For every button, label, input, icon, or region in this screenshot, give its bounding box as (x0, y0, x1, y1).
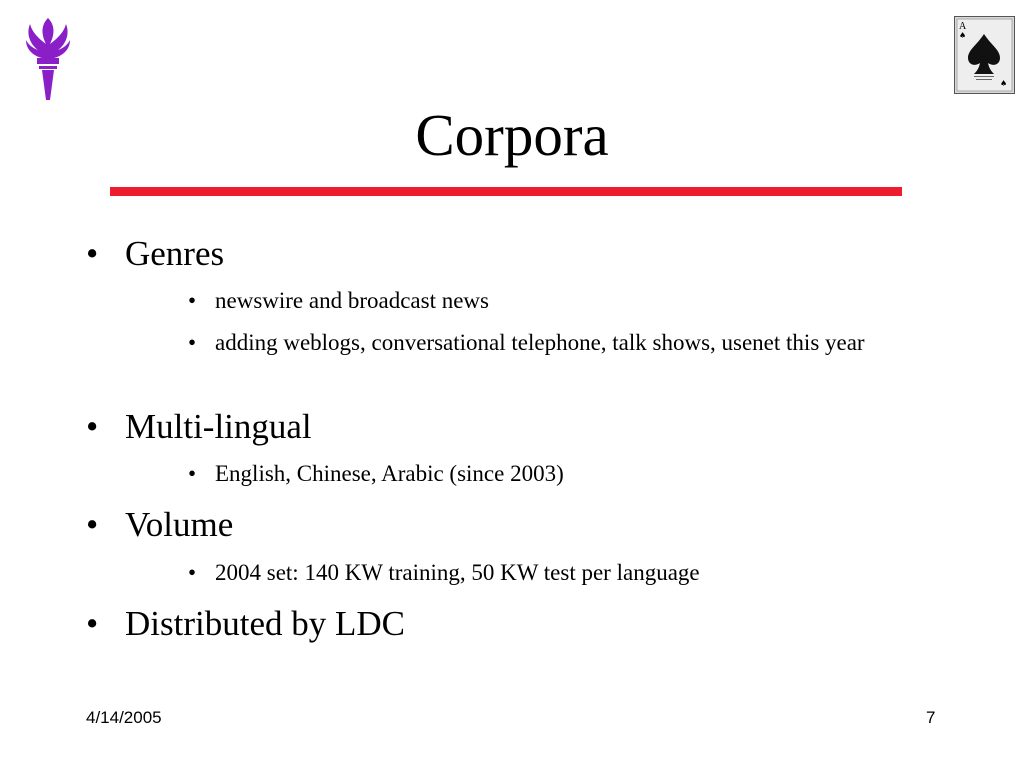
sub-bullet-glyph: • (188, 461, 197, 486)
bullet-glyph: • (86, 505, 99, 544)
sub-bullet-text: adding weblogs, conversational telephone, talk shows, usenet this year (215, 330, 865, 355)
svg-text:♠: ♠ (959, 31, 967, 40)
page-number: 7 (926, 708, 936, 727)
bullet-item (86, 505, 233, 545)
bullet-item (86, 407, 312, 447)
slide-title: Corpora (415, 102, 609, 168)
bullet-glyph: • (86, 407, 99, 446)
sub-bullet-item (188, 556, 948, 589)
sub-bullet-item (188, 326, 948, 359)
bullet-item (86, 604, 405, 644)
bullet-item (86, 234, 224, 274)
sub-bullet-glyph: • (188, 560, 197, 585)
bullet-text: Multi-lingual (125, 407, 312, 446)
svg-text:♠: ♠ (1000, 79, 1008, 88)
bullet-text: Volume (125, 505, 234, 544)
bullet-glyph: • (86, 604, 99, 643)
sub-bullet-glyph: • (188, 288, 197, 313)
sub-bullet-item (188, 284, 948, 317)
sub-bullet-text: newswire and broadcast news (215, 288, 489, 313)
bullet-glyph: • (86, 234, 99, 273)
bullet-text: Genres (125, 234, 225, 273)
footer-date: 4/14/2005 (86, 708, 162, 727)
sub-bullet-text: 2004 set: 140 KW training, 50 KW test per language (215, 560, 700, 585)
sub-bullet-text: English, Chinese, Arabic (since 2003) (215, 461, 564, 486)
sub-bullet-glyph: • (188, 330, 197, 355)
bullet-text: Distributed by LDC (125, 604, 405, 643)
sub-bullet-item (188, 457, 948, 490)
svg-text:A: A (959, 21, 967, 32)
